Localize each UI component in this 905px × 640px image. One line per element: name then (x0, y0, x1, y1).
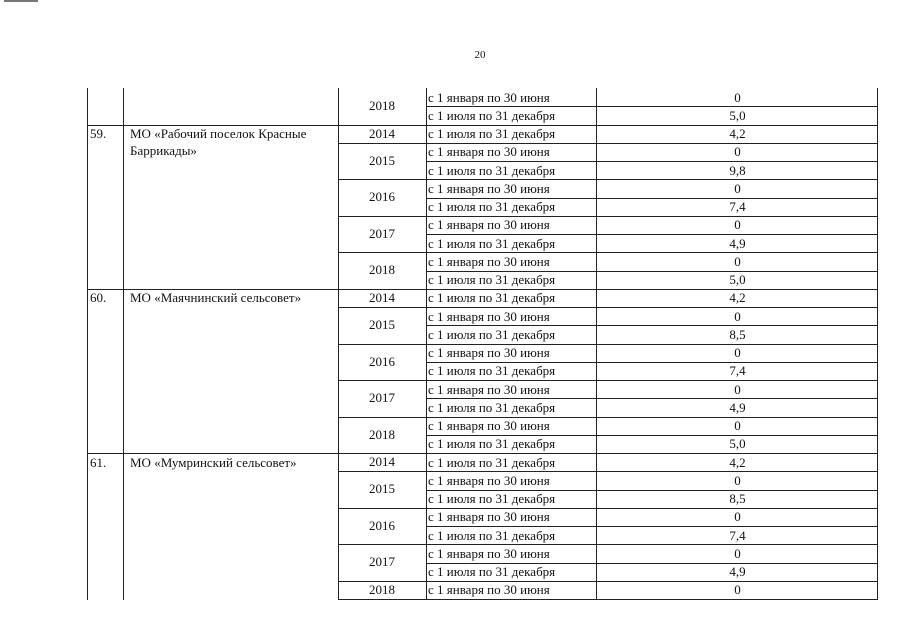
value-cell: 0 (734, 472, 741, 488)
column-divider (123, 88, 124, 600)
period-cell: с 1 января по 30 июня (428, 144, 550, 160)
period-cell: с 1 июля по 31 декабря (428, 399, 556, 415)
period-cell: с 1 июля по 31 декабря (428, 235, 556, 251)
year-cell: 2018 (369, 581, 395, 597)
municipality-name: МО «Мумринский сельсовет» (130, 454, 297, 470)
value-cell: 9,8 (729, 162, 746, 178)
year-cell: 2018 (369, 98, 395, 113)
period-cell: с 1 января по 30 июня (428, 418, 550, 433)
value-cell: 4,2 (729, 454, 746, 470)
year-cell: 2014 (369, 454, 395, 469)
period-cell: с 1 июля по 31 декабря (428, 290, 556, 306)
year-cell: 2014 (369, 125, 395, 141)
value-cell: 0 (734, 345, 741, 360)
period-cell: с 1 января по 30 июня (428, 381, 550, 397)
period-cell: с 1 июля по 31 декабря (428, 527, 556, 543)
period-cell: с 1 января по 30 июня (428, 308, 550, 324)
period-cell: с 1 июля по 31 декабря (428, 363, 556, 379)
value-cell: 0 (734, 418, 741, 433)
period-cell: с 1 июля по 31 декабря (428, 436, 556, 452)
period-cell: с 1 июля по 31 декабря (428, 107, 556, 123)
year-cell: 2015 (369, 152, 395, 168)
period-cell: с 1 января по 30 июня (428, 545, 550, 561)
value-cell: 4,2 (729, 126, 746, 141)
period-cell: с 1 июля по 31 декабря (428, 126, 556, 141)
value-cell: 0 (734, 308, 741, 324)
year-cell: 2016 (369, 189, 395, 205)
municipality-name: МО «Рабочий поселок Красные Баррикады» (130, 126, 307, 158)
period-cell: с 1 января по 30 июня (428, 509, 550, 525)
scan-mark (4, 0, 38, 2)
year-cell: 2018 (369, 426, 395, 442)
year-cell: 2018 (369, 262, 395, 278)
period-cell: с 1 января по 30 июня (428, 253, 550, 269)
value-cell: 4,2 (729, 290, 746, 306)
tariff-table (87, 88, 878, 600)
year-cell: 2015 (369, 317, 395, 332)
value-cell: 7,4 (729, 527, 746, 543)
year-cell: 2014 (369, 289, 395, 305)
value-cell: 0 (734, 217, 741, 233)
period-cell: с 1 января по 30 июня (428, 89, 550, 105)
period-cell: с 1 июля по 31 декабря (428, 491, 556, 506)
year-cell: 2016 (369, 517, 395, 533)
value-cell: 5,0 (729, 436, 746, 452)
value-cell: 8,5 (729, 491, 746, 506)
value-cell: 5,0 (729, 272, 746, 287)
value-cell: 0 (734, 144, 741, 160)
page-number: 20 (474, 49, 486, 61)
year-cell: 2017 (369, 390, 395, 405)
period-cell: с 1 июля по 31 декабря (428, 454, 556, 470)
period-cell: с 1 января по 30 июня (428, 180, 550, 196)
period-cell: с 1 июля по 31 декабря (428, 162, 556, 178)
year-cell: 2016 (369, 353, 395, 369)
value-cell: 0 (734, 180, 741, 196)
value-cell: 0 (734, 89, 741, 105)
column-divider (87, 88, 88, 600)
period-cell: с 1 июля по 31 декабря (428, 326, 556, 342)
value-cell: 7,4 (729, 363, 746, 379)
value-cell: 8,5 (729, 326, 746, 342)
year-cell: 2015 (369, 481, 395, 497)
value-cell: 0 (734, 545, 741, 561)
entry-number: 60. (90, 290, 107, 306)
year-cell: 2017 (369, 554, 395, 570)
period-cell: с 1 июля по 31 декабря (428, 199, 556, 214)
value-cell: 4,9 (729, 564, 746, 579)
value-cell: 0 (734, 253, 741, 269)
value-cell: 0 (734, 582, 741, 598)
period-cell: с 1 июля по 31 декабря (428, 564, 556, 579)
year-cell: 2017 (369, 225, 395, 241)
value-cell: 0 (734, 381, 741, 397)
period-cell: с 1 июля по 31 декабря (428, 272, 556, 287)
value-cell: 4,9 (729, 399, 746, 415)
row-divider (338, 599, 877, 600)
entry-number: 61. (90, 454, 107, 470)
municipality-name: МО «Маячнинский сельсовет» (130, 290, 302, 306)
value-cell: 7,4 (729, 199, 746, 214)
value-cell: 4,9 (729, 235, 746, 251)
period-cell: с 1 января по 30 июня (428, 582, 550, 598)
value-cell: 0 (734, 509, 741, 525)
period-cell: с 1 января по 30 июня (428, 345, 550, 360)
value-cell: 5,0 (729, 107, 746, 123)
period-cell: с 1 января по 30 июня (428, 217, 550, 233)
entry-number: 59. (90, 126, 107, 141)
period-cell: с 1 января по 30 июня (428, 472, 550, 488)
